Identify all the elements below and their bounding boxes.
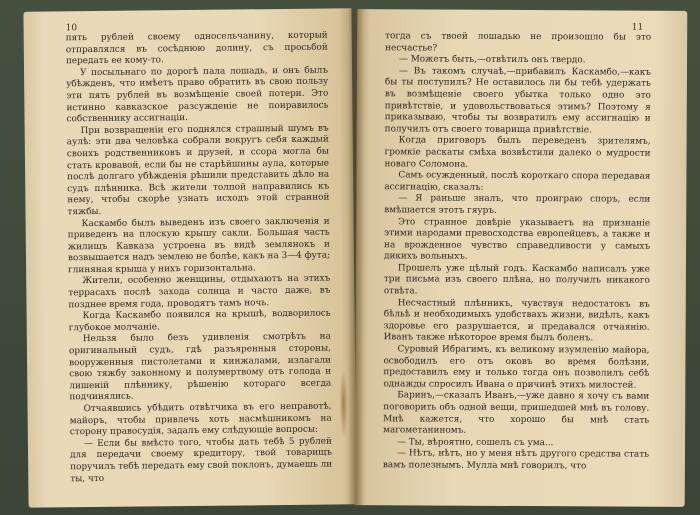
paragraph: Когда приговоръ былъ переведенъ зрителямъ, громкіе раскаты смѣха возвѣстили далеко о мудрости новаго Соломона. [384, 135, 651, 170]
right-page-number: 11 [631, 22, 644, 33]
paragraph: Самъ осужденный, послѣ короткаго спора передавая ассигнацію, сказалъ: [384, 170, 651, 193]
left-page [23, 8, 356, 507]
paragraph: — Я раньше зналъ, что проиграю споръ, если вмѣшается этотъ гяуръ. [384, 193, 651, 216]
right-page [355, 9, 688, 507]
paragraph: Несчастный плѣнникъ, чувствуя недостатокъ въ бѣльѣ и необходимыхъ удобствахъ жизни, видѣлъ, какъ здоровье его разрушается, и предавался отчаянію. Иванъ также нѣкоторое время былъ боленъ. [383, 298, 650, 344]
paragraph: У посыльнаго по дорогѣ пала лошадь, и онъ былъ убѣжденъ, что имѣетъ право обратить въ свою пользу эти пять рублей въ возмѣщеніе своей потери. Это истинно кавказское разсужденіе не понравилось собственнику ассигнаціи. [66, 65, 329, 125]
page-stain [339, 368, 348, 438]
right-page-text [383, 31, 651, 473]
paragraph: — Можетъ быть,—отвѣтилъ онъ твердо. [399, 54, 586, 66]
paragraph: — Въ такомъ случаѣ,—прибавилъ Каскамбо,—какъ бы ты поступилъ? Не оставилось ли бы тебѣ удержать въ возмѣщеніе своего убытка только одно это привѣтствіе, и удовольствоваться этимъ? Поэтому я приказываю, чтобы ты возвратилъ ему ассигнацію и получилъ отъ своего товарища привѣтствіе. [384, 66, 651, 136]
paragraph: Каскамбо былъ выведенъ изъ своего заключенія и приведенъ на плоскую крышу сакли. Большая часть жилищъ Кавказа устроена въ видѣ землянокъ и возвышается надъ землею не болѣе, какъ на 3—4 фута; глиняная крыша у нихъ горизонтальна. [67, 216, 331, 276]
paragraph: Это странное довѣріе указываетъ на признаніе этими народами превосходства европейцевъ, а также и на врожденное чувство справедливости у самыхъ дикихъ вольныхъ. [383, 216, 651, 263]
paragraph: — Нѣтъ, нѣтъ, но у меня нѣтъ другого средства стать вамъ полезнымъ. Мулла мнѣ говорилъ, что [382, 448, 649, 472]
open-book [18, 4, 694, 510]
paragraph: — Если бы вмѣсто того, чтобы дать тебѣ 5 рублей для передачи своему кредитору, твой товарищъ поручилъ тебѣ передать ему свой поклонъ, думаешь ли ты, что [70, 436, 333, 484]
paragraph: Жители, особенно женщины, отдыхаютъ на этихъ террасахъ послѣ захода солнца и часто даже, въ позднее время года, проводятъ тамъ ночь. [68, 274, 331, 310]
paragraph: пять рублей своему односельчанину, который отправлялся въ сосѣднюю долину, съ просьбой передать ее кому-то. [65, 30, 328, 67]
paragraph: — Ты, вѣроятно, сошелъ съ ума... [397, 437, 554, 448]
paragraph: Прошелъ уже цѣлый годъ. Каскамбо написалъ уже три письма изъ своего плѣна, но получилъ никакого отвѣта. [383, 263, 650, 297]
left-page-number: 10 [65, 23, 78, 34]
paragraph: тогда съ твоей лошадью не произошло бы это несчастье? [385, 31, 652, 54]
paragraph: Баринъ,—сказалъ Иванъ,—уже давно я хочу съ вами поговорить объ одной вещи, пришедшей мнѣ въ голову. Мнѣ кажется, что хорошо бы мнѣ стать магометаниномъ. [383, 390, 650, 436]
paragraph: Когда Каскамбо появился на крышѣ, водворилось глубокое молчаніе. [68, 308, 331, 334]
paragraph: Отчаявшись убѣдить отвѣтчика въ его неправотѣ, майоръ, чтобы привлечь хоть насмѣшникомъ на сторону правосудія, задалъ ему слѣдующіе вопросы: [69, 401, 332, 438]
paragraph: Суровый Ибрагимъ, къ великому изумленію майора, освободилъ его отъ оковъ во время болѣзни, предоставилъ ему и только тогда онъ позволилъ себѣ однажды спросилъ Ивана о причинѣ этихъ милостей. [383, 344, 650, 391]
left-page-text [66, 31, 333, 486]
paragraph: Нельзя было безъ удивленія смотрѣть на оригинальный судъ, гдѣ разъяренныя стороны, вооруженныя пистолетами и кинжалами, излагали свою тяжбу законному и полумертвому отъ голода и лишеній плѣннику, рѣшенію котораго всегда подчинялись. [68, 331, 332, 403]
paragraph: При возвращеніи его поднялся страшный шумъ въ аулѣ: эти два человѣка собрали вокругъ себя каждый своихъ родственниковъ и друзей, и ссора могла бы стать кровавой, если бы не старѣйшины аула, которые послѣ долгаго убѣжденія рѣшили представить дѣло на судъ плѣнника. Всѣ жители толпой направились къ нему, чтобы скорѣе узнать исходъ этой странной тяжбы. [66, 123, 330, 218]
